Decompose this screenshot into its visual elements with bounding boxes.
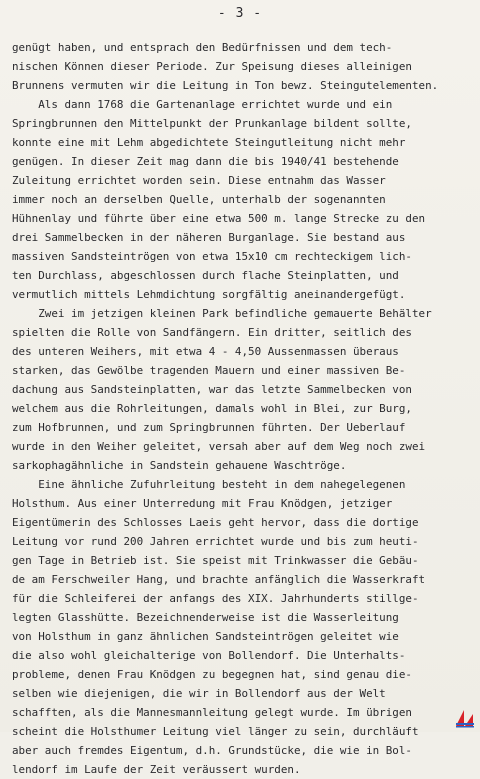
text-line: spielten die Rolle von Sandfängern. Ein dritter, seitlich des <box>12 326 412 339</box>
text-line: Brunnens vermuten wir die Leitung in Ton bewz. Steingutelementen. <box>12 79 439 92</box>
text-line: drei Sammelbecken in der näheren Burganlage. Sie bestand aus <box>12 231 406 244</box>
text-line: probleme, denen Frau Knödgen zu begegnen hat, sind genau die- <box>12 668 412 681</box>
page-number: - 3 - <box>217 6 263 21</box>
text-line: von Holsthum in ganz ähnlichen Sandsteintrögen geleitet wie <box>12 630 399 643</box>
text-line: Zuleitung errichtet worden sein. Diese entnahm das Wasser <box>12 174 386 187</box>
text-line: Leitung vor rund 200 Jahren errichtet wurde und bis zum heuti- <box>12 535 419 548</box>
text-line: wurde in den Weiher geleitet, versah aber auf dem Weg noch zwei <box>12 440 426 453</box>
text-line: schafften, als die Mannesmannleitung gelegt wurde. Im übrigen <box>12 706 412 719</box>
text-line: de am Ferschweiler Hang, und brachte anfänglich die Wasserkraft <box>12 573 426 586</box>
body-text <box>12 38 468 779</box>
flag-logo-icon <box>454 706 476 728</box>
text-line: dachung aus Sandsteinplatten, war das letzte Sammelbecken von <box>12 383 412 396</box>
text-line: Zwei im jetzigen kleinen Park befindliche gemauerte Behälter <box>12 307 432 320</box>
text-line: für die Schleiferei der anfangs des XIX. Jahrhunderts stillge- <box>12 592 419 605</box>
text-line: des unteren Weihers, mit etwa 4 - 4,50 Aussenmassen überaus <box>12 345 399 358</box>
text-line: gen Tage in Betrieb ist. Sie speist mit Trinkwasser die Gebäu- <box>12 554 419 567</box>
text-line: ten Durchlass, abgeschlossen durch flache Steinplatten, und <box>12 269 399 282</box>
text-line: vermutlich mittels Lehmdichtung sorgfältig aneinandergefügt. <box>12 288 406 301</box>
text-line: Springbrunnen den Mittelpunkt der Prunkanlage bildent sollte, <box>12 117 412 130</box>
text-line: Holsthum. Aus einer Unterredung mit Frau Knödgen, jetziger <box>12 497 393 510</box>
text-line: konnte eine mit Lehm abgedichtete Steingutleitung nicht mehr <box>12 136 406 149</box>
text-line: welchem aus die Rohrleitungen, damals wohl in Blei, zur Burg, <box>12 402 412 415</box>
text-line: nischen Können dieser Periode. Zur Speisung dieses alleinigen <box>12 60 412 73</box>
text-line: starken, das Gewölbe tragenden Mauern und einer massiven Be- <box>12 364 406 377</box>
text-line: scheint die Holsthumer Leitung viel länger zu sein, durchläuft <box>12 725 419 738</box>
text-line: legten Glasshütte. Bezeichnenderweise ist die Wasserleitung <box>12 611 399 624</box>
text-line: Als dann 1768 die Gartenanlage errichtet wurde und ein <box>12 98 393 111</box>
text-line: immer noch an derselben Quelle, unterhalb der sogenannten <box>12 193 386 206</box>
text-line: genügt haben, und entsprach den Bedürfnissen und dem tech- <box>12 41 393 54</box>
text-line: die also wohl gleichalterige von Bollendorf. Die Unterhalts- <box>12 649 406 662</box>
text-line: zum Hofbrunnen, und zum Springbrunnen führten. Der Ueberlauf <box>12 421 406 434</box>
text-line: Eigentümerin des Schlosses Laeis geht hervor, dass die dortige <box>12 516 419 529</box>
text-line: Hühnenlay und führte über eine etwa 500 m. lange Strecke zu den <box>12 212 426 225</box>
text-line: genügen. In dieser Zeit mag dann die bis 1940/41 bestehende <box>12 155 399 168</box>
text-line: lendorf im Laufe der Zeit veräussert wurden. <box>12 763 301 776</box>
text-line: aber auch fremdes Eigentum, d.h. Grundstücke, die wie in Bol- <box>12 744 412 757</box>
text-line: selben wie diejenigen, die wir in Bollendorf aus der Welt <box>12 687 386 700</box>
text-line: sarkophagähnliche in Sandstein gehauene Waschtröge. <box>12 459 347 472</box>
text-line: massiven Sandsteintrögen von etwa 15x10 cm rechteckigem lich- <box>12 250 412 263</box>
text-line: Eine ähnliche Zufuhrleitung besteht in dem nahegelegenen <box>12 478 406 491</box>
